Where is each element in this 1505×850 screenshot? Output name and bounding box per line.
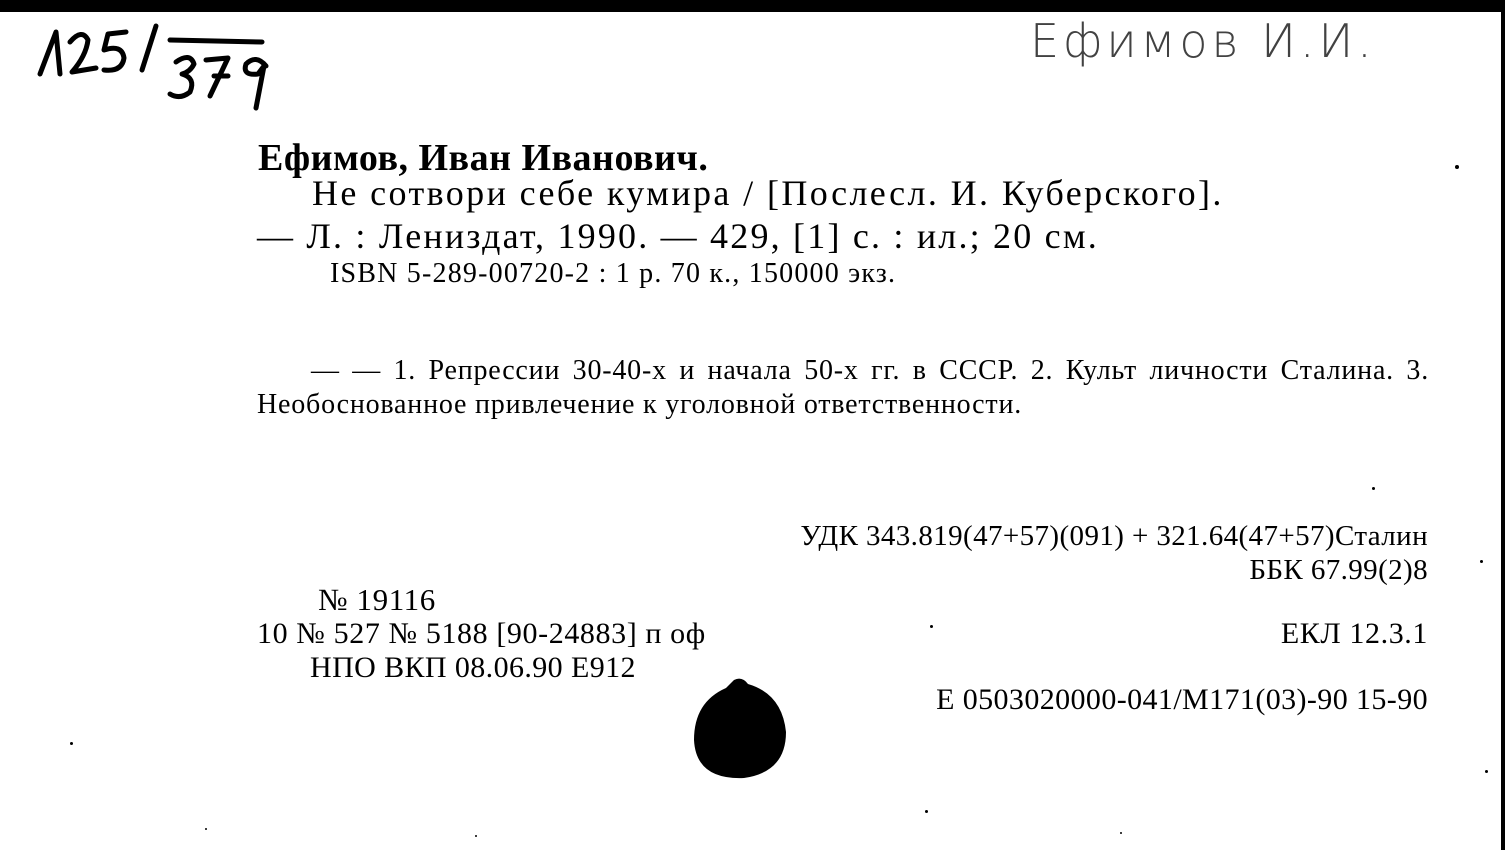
imprint-statement: — Л. : Лениздат, 1990. — 429, [1] с. : ил.; 20 см. — [257, 216, 1100, 256]
udk-classification: УДК 343.819(47+57)(091) + 321.64(47+57)Сталин — [800, 520, 1428, 552]
subject-headings — [257, 354, 1429, 422]
title-statement: Не сотвори себе кумира / [Послесл. И. Куберского]. — [312, 173, 1224, 213]
bbk-classification: ББК 67.99(2)8 — [1249, 554, 1428, 586]
ekl-code: ЕКЛ 12.3.1 — [1280, 617, 1428, 650]
scan-speck — [1455, 165, 1459, 169]
producer-line: НПО ВКП 08.06.90 Е912 — [310, 651, 636, 684]
record-number: № 19116 — [318, 582, 436, 617]
scan-speck — [1485, 770, 1488, 773]
isbn-line: ISBN 5-289-00720-2 : 1 р. 70 к., 150000 экз. — [330, 258, 897, 289]
scan-speck — [1372, 487, 1375, 490]
punch-hole-blot — [690, 676, 790, 782]
subject-text: — — 1. Репрессии 30-40-х и начала 50-х гг. в СССР. 2. Культ личности Сталина. 3. Необоснованное привлечение к уголовной ответственности. — [257, 355, 1429, 420]
catalog-code-line: Е 0503020000-041/М171(03)-90 15-90 — [936, 683, 1428, 716]
handwritten-author-name: Ефимов И.И. — [1030, 14, 1376, 68]
scan-speck — [205, 828, 207, 830]
print-order-line: 10 № 527 № 5188 [90-24883] п оф — [257, 617, 706, 650]
scan-right-border — [1501, 0, 1505, 850]
handwritten-shelf-mark — [30, 12, 290, 112]
scan-speck — [475, 835, 477, 837]
scan-top-border — [0, 0, 1505, 12]
scan-speck — [930, 625, 933, 628]
scan-speck — [925, 810, 928, 813]
scan-speck — [1480, 560, 1483, 563]
author-heading: Ефимов, Иван Иванович. — [258, 137, 709, 179]
scan-speck — [70, 742, 73, 745]
scan-speck — [1120, 832, 1122, 834]
